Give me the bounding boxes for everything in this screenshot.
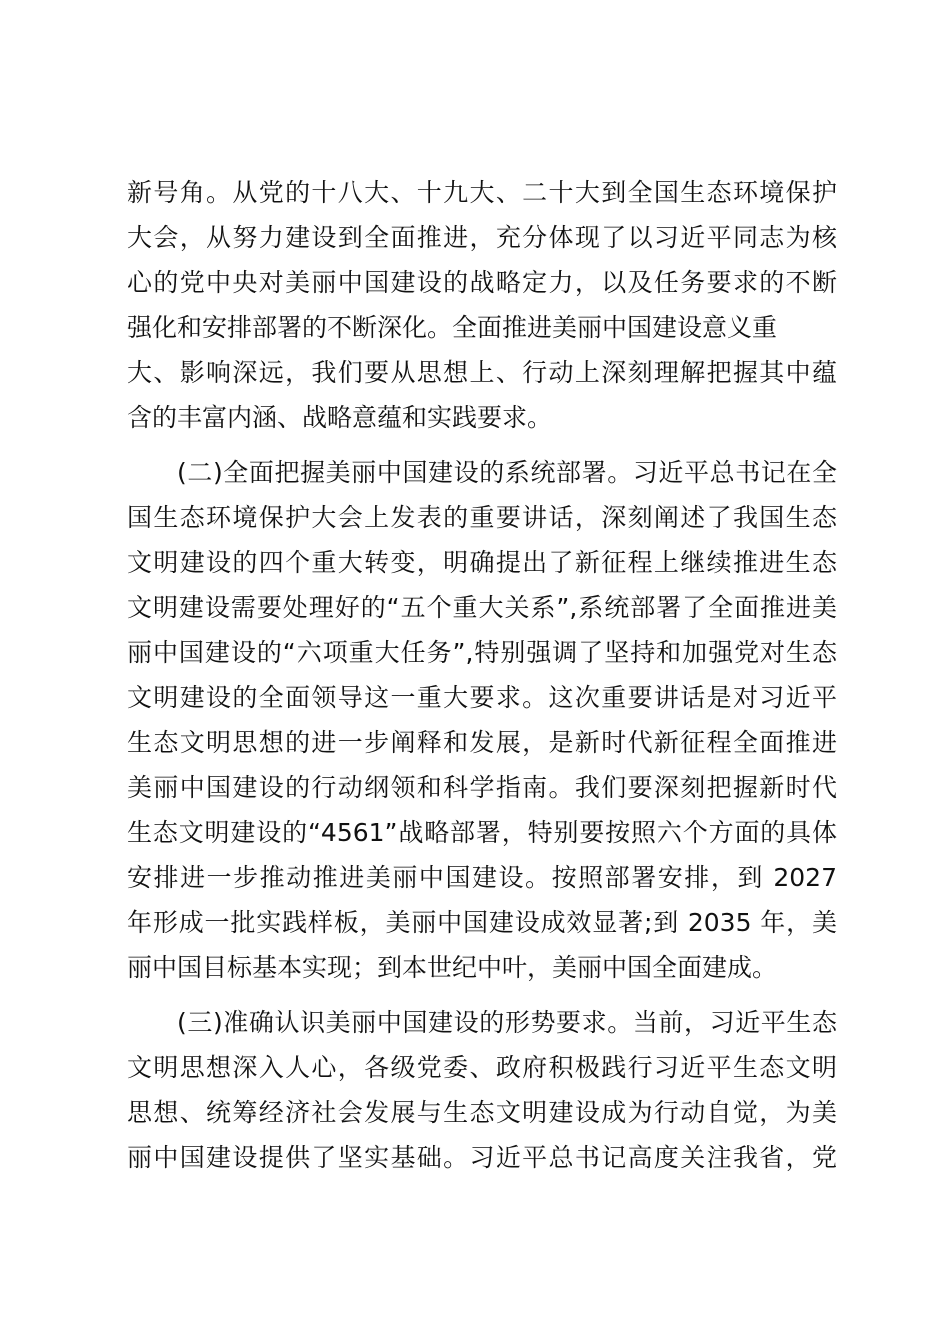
text-line: 国生态环境保护大会上发表的重要讲话，深刻阐述了我国生态 xyxy=(127,503,837,532)
paragraph xyxy=(127,450,837,990)
text-line: 强化和安排部署的不断深化。全面推进美丽中国建设意义重 xyxy=(127,313,778,342)
text-line: 大、影响深远，我们要从思想上、行动上深刻理解把握其中蕴 xyxy=(127,358,837,387)
text-line: (三)准确认识美丽中国建设的形势要求。当前，习近平生态 xyxy=(177,1008,837,1037)
text-line: 新号角。从党的十八大、十九大、二十大到全国生态环境保护 xyxy=(127,178,837,207)
text-line: 心的党中央对美丽中国建设的战略定力，以及任务要求的不断 xyxy=(127,268,837,297)
text-line: 丽中国建设提供了坚实基础。习近平总书记高度关注我省，党 xyxy=(127,1143,837,1172)
text-line: 生态文明思想的进一步阐释和发展，是新时代新征程全面推进 xyxy=(127,728,837,757)
paragraph-spacer xyxy=(127,440,837,450)
paragraph xyxy=(127,170,837,440)
text-line: 含的丰富内涵、战略意蕴和实践要求。 xyxy=(127,403,553,432)
text-line: 大会，从努力建设到全面推进，充分体现了以习近平同志为核 xyxy=(127,223,837,252)
text-line: 思想、统筹经济社会发展与生态文明建设成为行动自觉，为美 xyxy=(127,1098,837,1127)
text-line: 美丽中国建设的行动纲领和科学指南。我们要深刻把握新时代 xyxy=(127,773,837,802)
paragraph-spacer xyxy=(127,990,837,1000)
text-line: 年形成一批实践样板，美丽中国建设成效显著;到 2035 年，美 xyxy=(127,908,837,937)
text-line: 安排进一步推动推进美丽中国建设。按照部署安排，到 2027 xyxy=(127,863,837,892)
text-line: 丽中国目标基本实现；到本世纪中叶，美丽中国全面建成。 xyxy=(127,953,778,982)
text-line: 文明建设的四个重大转变，明确提出了新征程上继续推进生态 xyxy=(127,548,837,577)
text-line: 生态文明建设的“4561”战略部署，特别要按照六个方面的具体 xyxy=(127,818,837,847)
text-line: (二)全面把握美丽中国建设的系统部署。习近平总书记在全 xyxy=(177,458,837,487)
paragraph xyxy=(127,1000,837,1180)
text-line: 文明建设需要处理好的“五个重大关系”,系统部署了全面推进美 xyxy=(127,593,837,622)
text-line: 文明思想深入人心，各级党委、政府积极践行习近平生态文明 xyxy=(127,1053,837,1082)
text-line: 文明建设的全面领导这一重大要求。这次重要讲话是对习近平 xyxy=(127,683,837,712)
document-body xyxy=(127,170,837,1180)
text-line: 丽中国建设的“六项重大任务”,特别强调了坚持和加强党对生态 xyxy=(127,638,837,667)
